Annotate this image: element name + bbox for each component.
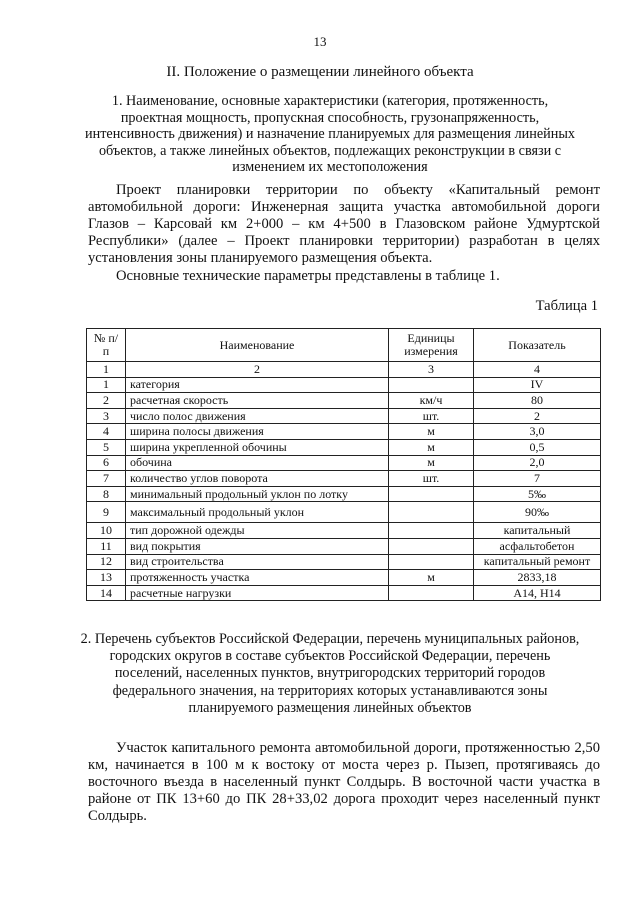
paragraph-1-text: Проект планировки территории по объекту «Капитальный ремонт автомобильной дороги: Инженерная защита участка автомобильной дороги Глазов – Карсовай км 2+000 – км 4+500 в Глазовском районе Удмуртской Республики» (далее – Проект планировки территории) разработан в целях установления зоны планируемого размещения объекта. — [88, 182, 600, 266]
row-unit: км/ч — [389, 393, 474, 409]
table-row — [87, 554, 601, 570]
row-unit: шт. — [389, 471, 474, 487]
row-name: протяженность участка — [126, 570, 389, 586]
row-unit — [389, 554, 474, 570]
row-value: 2833,18 — [474, 570, 601, 586]
row-num: 10 — [87, 523, 126, 539]
row-num: 6 — [87, 455, 126, 471]
row-value: 3,0 — [474, 424, 601, 440]
row-value: 0,5 — [474, 439, 601, 455]
row-name: минимальный продольный уклон по лотку — [126, 486, 389, 502]
row-name: максимальный продольный уклон — [126, 502, 389, 523]
row-value: 7 — [474, 471, 601, 487]
row-name: ширина полосы движения — [126, 424, 389, 440]
paragraph-site-location — [88, 740, 600, 825]
table-row — [87, 570, 601, 586]
table-caption: Таблица 1 — [535, 298, 598, 314]
parameters-table — [86, 328, 601, 601]
row-num: 5 — [87, 439, 126, 455]
table-row — [87, 471, 601, 487]
row-num: 7 — [87, 471, 126, 487]
paragraph-2-text: Основные технические параметры представлены в таблице 1. — [116, 268, 500, 284]
row-name: число полос движения — [126, 408, 389, 424]
row-name: расчетная скорость — [126, 393, 389, 409]
row-unit: м — [389, 439, 474, 455]
row-unit — [389, 538, 474, 554]
header-num: № п/п — [87, 329, 126, 362]
paragraph-project-description — [88, 182, 600, 267]
table-row — [87, 424, 601, 440]
table-row — [87, 455, 601, 471]
table-row — [87, 377, 601, 393]
row-num: 11 — [87, 538, 126, 554]
row-unit — [389, 585, 474, 601]
row-value: 5‰ — [474, 486, 601, 502]
row-name: количество углов поворота — [126, 471, 389, 487]
row-value: А14, Н14 — [474, 585, 601, 601]
row-value: 80 — [474, 393, 601, 409]
table-row — [87, 486, 601, 502]
table-row — [87, 408, 601, 424]
row-num: 1 — [87, 377, 126, 393]
row-num: 3 — [87, 408, 126, 424]
row-value: 2 — [474, 408, 601, 424]
row-name: расчетные нагрузки — [126, 585, 389, 601]
table-header-row — [87, 329, 601, 362]
row-name: обочина — [126, 455, 389, 471]
paragraph-params-intro — [88, 268, 600, 285]
subsection-1-title: 1. Наименование, основные характеристики (категория, протяженность, проектная мощность, пропускная способность, грузонапряженность, интенсивность движения) и назначение планируемых для размещения линейных объектов, а также линейных объектов, подлежащих реконструкции в связи с изменением их местоположения — [85, 93, 575, 176]
section-title: II. Положение о размещении линейного объекта — [166, 64, 474, 80]
header-unit: Единицы измерения — [389, 329, 474, 362]
row-num: 13 — [87, 570, 126, 586]
row-num: 4 — [87, 424, 126, 440]
header-name: Наименование — [126, 329, 389, 362]
row-name: ширина укрепленной обочины — [126, 439, 389, 455]
row-num: 12 — [87, 554, 126, 570]
table-row — [87, 439, 601, 455]
row-num: 2 — [87, 393, 126, 409]
row-unit: шт. — [389, 408, 474, 424]
table-row — [87, 502, 601, 523]
row-num: 8 — [87, 486, 126, 502]
table-row — [87, 538, 601, 554]
index-cell: 1 — [87, 362, 126, 378]
row-unit — [389, 377, 474, 393]
row-name: вид покрытия — [126, 538, 389, 554]
row-unit — [389, 523, 474, 539]
paragraph-3-text: Участок капитального ремонта автомобильной дороги, протяженностью 2,50 км, начинается в 100 м к востоку от моста через р. Пызеп, протягиваясь до восточного въезда в населенный пункт Солдырь. В восточной части участка в районе от ПК 13+60 до ПК 28+33,02 дорога проходит через населенный пункт Солдырь. — [88, 740, 600, 824]
table-index-row — [87, 362, 601, 378]
row-value: 2,0 — [474, 455, 601, 471]
table-row — [87, 393, 601, 409]
row-value: IV — [474, 377, 601, 393]
index-cell: 2 — [126, 362, 389, 378]
row-unit: м — [389, 570, 474, 586]
row-value: капитальный ремонт — [474, 554, 601, 570]
index-cell: 3 — [389, 362, 474, 378]
index-cell: 4 — [474, 362, 601, 378]
table-row — [87, 585, 601, 601]
row-value: асфальтобетон — [474, 538, 601, 554]
row-num: 9 — [87, 502, 126, 523]
row-name: категория — [126, 377, 389, 393]
page-number: 13 — [313, 34, 327, 49]
row-num: 14 — [87, 585, 126, 601]
row-name: тип дорожной одежды — [126, 523, 389, 539]
row-unit — [389, 486, 474, 502]
header-value: Показатель — [474, 329, 601, 362]
row-name: вид строительства — [126, 554, 389, 570]
row-unit: м — [389, 424, 474, 440]
subsection-2-title: 2. Перечень субъектов Российской Федерации, перечень муниципальных районов, городских округов в составе субъектов Российской Федерации, перечень поселений, населенных пунктов, внутригородских территорий городов федерального значения, на территориях которых устанавливаются зоны планируемого размещения линейных объектов — [80, 631, 580, 716]
row-value: капитальный — [474, 523, 601, 539]
table-row — [87, 523, 601, 539]
row-unit — [389, 502, 474, 523]
row-unit: м — [389, 455, 474, 471]
row-value: 90‰ — [474, 502, 601, 523]
